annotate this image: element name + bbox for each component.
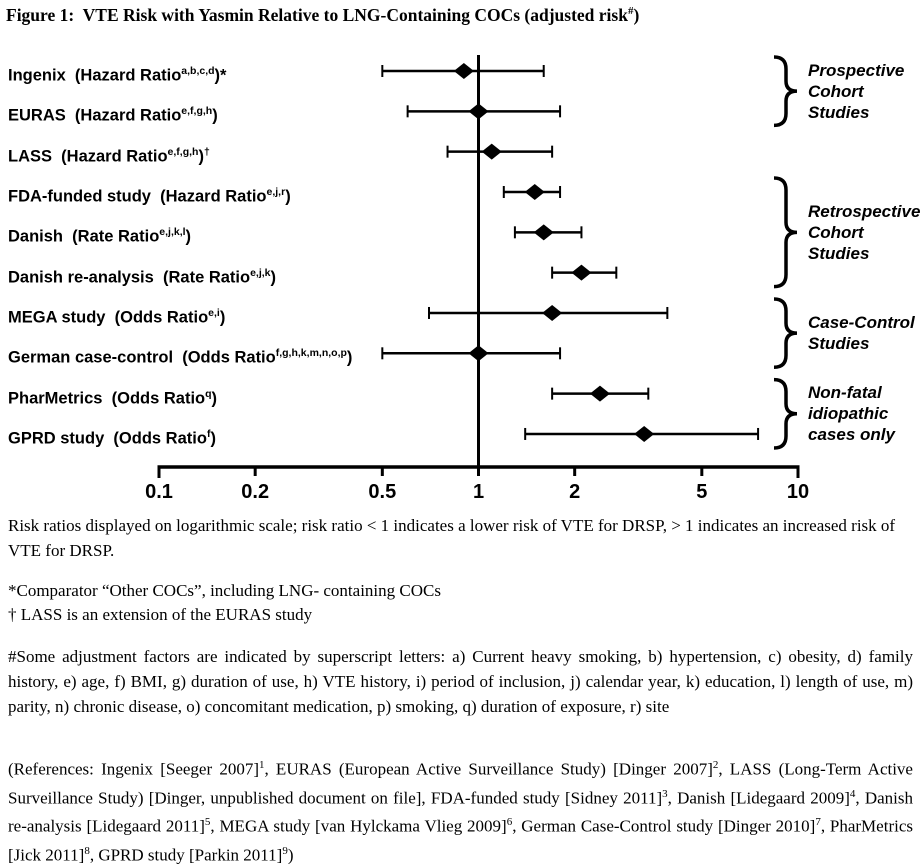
group-label-line: Retrospective xyxy=(808,201,921,221)
group-bracket xyxy=(774,178,797,287)
estimate-diamond xyxy=(525,184,545,200)
reference-superscript: 3 xyxy=(662,787,668,800)
estimate-diamond xyxy=(590,386,610,402)
scale-note: Risk ratios displayed on logarithmic scale; risk ratio < 1 indicates a lower risk of VTE for DRSP, > 1 indicates an increased risk of VTE for DRSP. xyxy=(8,516,896,560)
estimate-diamond xyxy=(571,265,591,281)
study-label: LASS (Hazard Ratio$^{e,f,g,h}$)† xyxy=(8,145,210,166)
group-bracket xyxy=(774,57,797,125)
study-label-superscript: f xyxy=(206,427,211,440)
study-label-superscript: f,g,h,k,m,n,o,p xyxy=(275,347,347,360)
adjustment-factors-note: #Some adjustment factors are indicated by superscript letters: a) Current heavy smoking, b) hypertension, c) obesity, d) family history, e) age, f) BMI, g) duration of use, h) VTE history, i) period of inclusion, j) calendar year, k) education, l) length of use, m) parity, n) chronic disease, o) concomitant medication, p) smoking, q) duration of exposure, r) site xyxy=(8,647,913,716)
study-label-superscript: e,j,k xyxy=(250,266,271,279)
group-label xyxy=(808,312,915,354)
figure-title-close: ) xyxy=(633,5,640,25)
study-label: Ingenix (Hazard Ratio$^{a,b,c,d}$)* xyxy=(8,65,227,85)
study-label: Danish re-analysis (Rate Ratio$^{e,j,k}$) xyxy=(8,266,277,287)
reference-superscript: 4 xyxy=(849,787,856,800)
study-label-superscript: e,f,g,h xyxy=(167,145,199,158)
reference-superscript: 6 xyxy=(506,816,513,829)
study-label-superscript: e,j,r xyxy=(266,185,286,198)
study-label: FDA-funded study (Hazard Ratio$^{e,j,r}$) xyxy=(8,185,291,206)
reference-superscript: 1 xyxy=(258,759,265,771)
x-axis-tick-label: 2 xyxy=(569,481,581,503)
estimate-diamond xyxy=(469,345,489,361)
group-label-line: Studies xyxy=(808,334,870,354)
study-label-superscript: a,b,c,d xyxy=(181,65,215,77)
estimate-diamond xyxy=(469,103,489,119)
reference-superscript: 5 xyxy=(204,816,211,829)
group-label xyxy=(808,60,904,123)
x-axis-tick-label: 1 xyxy=(472,481,485,503)
study-label-superscript: e,j,k,l xyxy=(159,226,186,239)
group-label-line: Cohort xyxy=(808,81,864,101)
estimate-diamond xyxy=(454,63,474,79)
group-label-line: cases only xyxy=(808,425,895,445)
figure-title-prefix: Figure 1: xyxy=(6,5,75,25)
references: (References: Ingenix [Seeger 2007]$^1$, EURAS (European Active Surveillance Study) [Dinger 2007]$^2$, LASS (Long-Term Active Surveillance Study) [Dinger, unpublished document on file], FDA-funded study [Sidney 2011]$^3$, Danish [Lidegaard 2009]$^4$, Danish re-analysis [Lidegaard 2011]$^5$, MEGA study [van Hylckama Vlieg 2009]$^6$, German Case-Control study [Dinger 2010]$^7$, PharMetrics [Jick 2011]$^8$, GPRD study [Parkin 2011]$^9$) xyxy=(8,759,913,865)
study-label-superscript: e,i xyxy=(208,306,220,319)
figure-title-main: VTE Risk with Yasmin Relative to LNG-Containing COCs (adjusted risk xyxy=(74,5,628,25)
estimate-diamond xyxy=(534,224,554,240)
group-bracket xyxy=(774,380,797,448)
estimate-diamond xyxy=(542,305,562,321)
study-label-superscript: q xyxy=(205,387,212,400)
group-label xyxy=(808,382,895,445)
group-label xyxy=(808,201,920,264)
forest-plot xyxy=(0,50,921,505)
group-bracket xyxy=(774,299,797,367)
group-label-line: Studies xyxy=(808,102,870,122)
group-label-line: Studies xyxy=(808,243,870,263)
reference-superscript: 2 xyxy=(712,759,719,771)
study-label-superscript: e,f,g,h xyxy=(181,105,213,118)
group-label-line: idiopathic xyxy=(808,404,889,424)
figure-title-superscript: # xyxy=(627,5,634,18)
study-label: MEGA study (Odds Ratio$^{e,i}$) xyxy=(8,306,226,327)
estimate-diamond xyxy=(634,426,654,442)
x-axis-tick-label: 5 xyxy=(696,481,708,503)
group-label-line: Prospective xyxy=(808,60,905,80)
study-label: German case-control (Odds Ratio$^{f,g,h,k,m,n,o,p}$) xyxy=(8,347,353,367)
lass-footnote: † LASS is an extension of the EURAS study xyxy=(8,605,313,624)
study-label: Danish (Rate Ratio$^{e,j,k,l}$) xyxy=(8,226,192,246)
study-label-suffix: † xyxy=(203,145,210,158)
reference-superscript: 8 xyxy=(84,844,90,857)
study-label: PharMetrics (Odds Ratio$^q$) xyxy=(8,387,218,408)
reference-superscript: 9 xyxy=(282,844,288,857)
group-label-line: Case-Control xyxy=(808,313,915,333)
estimate-diamond xyxy=(482,144,502,160)
comparator-footnote: *Comparator “Other COCs”, including LNG- containing COCs xyxy=(8,581,441,600)
group-label-line: Cohort xyxy=(808,222,864,242)
group-label-line: Non-fatal xyxy=(808,383,882,403)
study-label: EURAS (Hazard Ratio$^{e,f,g,h}$) xyxy=(8,105,218,125)
study-label: GPRD study (Odds Ratio$^f$) xyxy=(8,427,216,448)
reference-superscript: 7 xyxy=(815,816,821,829)
x-axis-tick-label: 0.5 xyxy=(368,481,397,503)
x-axis-tick-label: 0.1 xyxy=(145,481,173,503)
x-axis-tick-label: 0.2 xyxy=(241,481,270,503)
figure-title xyxy=(6,5,639,26)
x-axis-tick-label: 10 xyxy=(786,481,810,503)
